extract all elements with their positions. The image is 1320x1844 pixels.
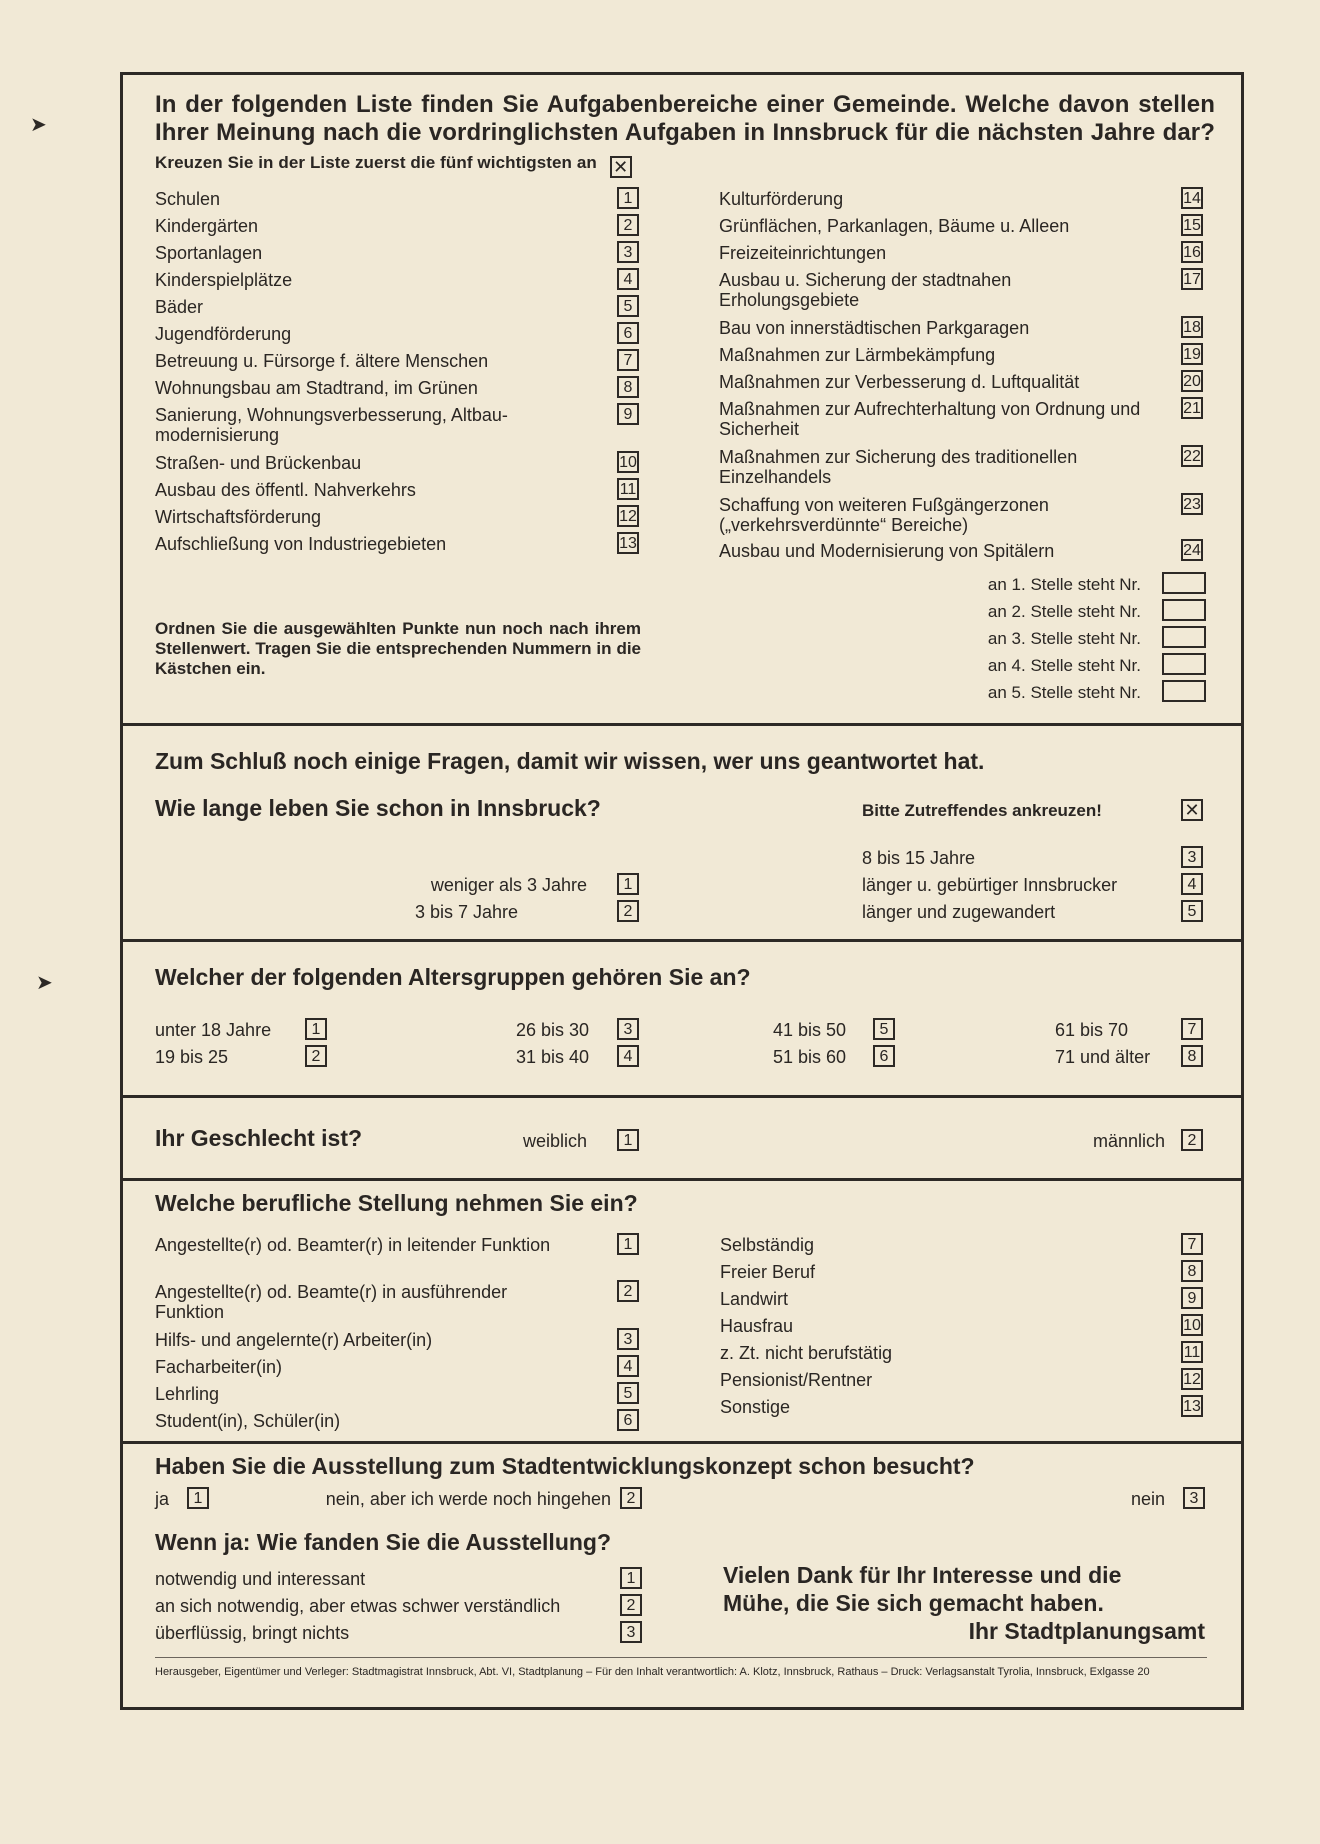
checkbox[interactable]: 24 — [1181, 539, 1203, 561]
list-item: Grünflächen, Parkanlagen, Bäume u. Alleen — [719, 216, 1070, 236]
checkbox[interactable]: 5 — [873, 1018, 895, 1040]
checkbox-example-icon — [610, 156, 632, 178]
divider — [123, 1178, 1241, 1181]
section-priorities — [123, 75, 1241, 725]
checkbox[interactable]: 12 — [617, 505, 639, 527]
list-item: Ausbau des öffentl. Nahverkehrs — [155, 480, 416, 500]
checkbox[interactable]: 3 — [1181, 846, 1203, 868]
margin-arrow-icon: ➤ — [30, 114, 47, 136]
rating-option: überflüssig, bringt nichts — [155, 1623, 350, 1643]
age-question: Welcher der folgenden Altersgruppen gehören Sie an? — [155, 964, 751, 990]
checkbox[interactable]: 11 — [617, 478, 639, 500]
exhibition-option: ja — [155, 1489, 170, 1509]
divider — [123, 939, 1241, 942]
residence-option: weniger als 3 Jahre — [430, 875, 587, 895]
checkbox[interactable]: 5 — [1181, 900, 1203, 922]
checkbox[interactable]: 8 — [1181, 1045, 1203, 1067]
residence-option: länger u. gebürtiger Innsbrucker — [862, 875, 1118, 895]
rank-input[interactable] — [1162, 680, 1206, 702]
checkbox[interactable]: 9 — [617, 403, 639, 425]
age-option: 71 und älter — [1055, 1047, 1151, 1067]
age-option: 51 bis 60 — [773, 1047, 847, 1067]
list-item: Betreuung u. Fürsorge f. ältere Menschen — [155, 351, 489, 371]
residence-option: 3 bis 7 Jahre — [415, 902, 519, 922]
checkbox[interactable]: 1 — [187, 1487, 209, 1509]
list-item: Schulen — [155, 189, 221, 209]
checkbox[interactable]: 6 — [873, 1045, 895, 1067]
gender-question: Ihr Geschlecht ist? — [155, 1125, 363, 1151]
checkbox[interactable]: 13 — [1181, 1395, 1203, 1417]
thanks-line: Mühe, die Sie sich gemacht haben. — [723, 1590, 1104, 1616]
checkbox[interactable]: 3 — [617, 1018, 639, 1040]
rank-label: an 2. Stelle steht Nr. — [987, 602, 1141, 621]
list-item: Kulturförderung — [719, 189, 844, 209]
checkbox[interactable]: 9 — [1181, 1287, 1203, 1309]
age-option: unter 18 Jahre — [155, 1020, 272, 1040]
occupation-option: Angestellte(r) od. Beamter(r) in leitender Funktion — [155, 1235, 551, 1255]
margin-arrow-icon: ➤ — [36, 972, 53, 994]
checkbox[interactable]: 13 — [617, 532, 639, 554]
residence-option: länger und zugewandert — [862, 902, 1056, 922]
checkbox[interactable]: 3 — [617, 241, 639, 263]
checkbox[interactable]: 15 — [1181, 214, 1203, 236]
checkbox[interactable]: 8 — [617, 376, 639, 398]
list-item: Jugendförderung — [155, 324, 292, 344]
list-item: Wirtschaftsförderung — [155, 507, 322, 527]
checkbox[interactable]: 20 — [1181, 370, 1203, 392]
occupation-question: Welche berufliche Stellung nehmen Sie ein? — [155, 1190, 638, 1216]
checkbox[interactable]: 4 — [617, 268, 639, 290]
rank-label: an 4. Stelle steht Nr. — [987, 656, 1141, 675]
checkbox[interactable]: 2 — [305, 1045, 327, 1067]
checkbox[interactable]: 3 — [620, 1621, 642, 1643]
priorities-instruction: Kreuzen Sie in der Liste zuerst die fünf wichtigsten an — [155, 153, 597, 172]
checkbox[interactable]: 3 — [1183, 1487, 1205, 1509]
rank-label: an 3. Stelle steht Nr. — [987, 629, 1141, 648]
checkbox[interactable]: 1 — [620, 1567, 642, 1589]
checkbox[interactable]: 5 — [617, 295, 639, 317]
footer-rule — [155, 1657, 1207, 1658]
closing-intro: Zum Schluß noch einige Fragen, damit wir wissen, wer uns geantwortet hat. — [155, 748, 985, 774]
rank-label: an 5. Stelle steht Nr. — [987, 683, 1141, 702]
thanks-line: Vielen Dank für Ihr Interesse und die — [723, 1562, 1122, 1588]
checkbox[interactable]: 2 — [617, 214, 639, 236]
rank-input[interactable] — [1162, 626, 1206, 648]
age-option: 19 bis 25 — [155, 1047, 229, 1067]
checkbox[interactable]: 16 — [1181, 241, 1203, 263]
list-item: Kindergärten — [155, 216, 259, 236]
occupation-option: Sonstige — [720, 1397, 791, 1417]
exhibition-question: Haben Sie die Ausstellung zum Stadtentwicklungskonzept schon besucht? — [155, 1453, 975, 1479]
occupation-option: Lehrling — [155, 1384, 220, 1404]
questionnaire-form — [120, 72, 1244, 1710]
checkbox[interactable]: 8 — [1181, 1260, 1203, 1282]
list-item: Freizeiteinrichtungen — [719, 243, 887, 263]
list-item: Maßnahmen zur Verbesserung d. Luftqualität — [719, 372, 1080, 392]
checkbox[interactable]: 18 — [1181, 316, 1203, 338]
checkbox[interactable]: 2 — [617, 1280, 639, 1302]
checkbox[interactable]: 1 — [617, 187, 639, 209]
checkbox[interactable]: 6 — [617, 322, 639, 344]
age-option: 61 bis 70 — [1055, 1020, 1129, 1040]
checkbox[interactable]: 22 — [1181, 445, 1203, 467]
occupation-option: Selbständig — [720, 1235, 815, 1255]
rank-input[interactable] — [1162, 572, 1206, 594]
gender-option: weiblich — [522, 1131, 587, 1151]
age-option: 41 bis 50 — [773, 1020, 847, 1040]
list-item: Maßnahmen zur Sicherung des traditionellen Einzelhandels — [719, 447, 1078, 487]
checkbox[interactable]: 14 — [1181, 187, 1203, 209]
list-item: Schaffung von weiteren Fußgängerzonen („verkehrsverdünnte“ Bereiche) — [719, 495, 1049, 535]
imprint-footer: Herausgeber, Eigentümer und Verleger: Stadtmagistrat Innsbruck, Abt. VI, Stadtplanung – Für den Inhalt verantwortlich: A. Klotz, Innsbruck, Rathaus – Druck: Verlagsanstalt Tyrolia, Innsbruck, Exlgasse 20 — [155, 1666, 1150, 1678]
exhibition-option: nein, aber ich werde noch hingehen — [325, 1489, 611, 1509]
checkbox[interactable]: 7 — [1181, 1018, 1203, 1040]
occupation-option: Pensionist/Rentner — [720, 1370, 873, 1390]
residence-question: Wie lange leben Sie schon in Innsbruck? — [155, 795, 601, 821]
residence-option: 8 bis 15 Jahre — [862, 848, 976, 868]
gender-option: männlich — [1092, 1131, 1165, 1151]
occupation-option: Student(in), Schüler(in) — [155, 1411, 341, 1431]
checkbox[interactable]: 2 — [1181, 1129, 1203, 1151]
checkbox[interactable]: 17 — [1181, 268, 1203, 290]
checkbox[interactable]: 11 — [1181, 1341, 1203, 1363]
occupation-option: z. Zt. nicht berufstätig — [720, 1343, 893, 1363]
priorities-question: In der folgenden Liste finden Sie Aufgabenbereiche einer Gemeinde. Welche davon stellen Ihrer Meinung nach die vordringlichsten Aufgaben in Innsbruck für die nächsten Jahre dar? Kreuzen Sie in der Liste zuerst die fünf wichtigsten an ✕ — [155, 91, 1215, 177]
checkbox[interactable]: 4 — [617, 1355, 639, 1377]
checkbox[interactable]: 23 — [1181, 493, 1203, 515]
checkbox[interactable]: 7 — [1181, 1233, 1203, 1255]
checkbox[interactable]: 4 — [1181, 873, 1203, 895]
checkbox[interactable]: 2 — [617, 900, 639, 922]
list-item: Aufschließung von Industriegebieten — [155, 534, 447, 554]
divider — [123, 1095, 1241, 1098]
checkbox[interactable]: 1 — [617, 873, 639, 895]
rank-input[interactable] — [1162, 653, 1206, 675]
thanks-signature: Ihr Stadtplanungsamt — [968, 1618, 1205, 1644]
checkbox[interactable]: 3 — [617, 1328, 639, 1350]
rank-label: an 1. Stelle steht Nr. — [987, 575, 1141, 594]
list-item: Maßnahmen zur Aufrechterhaltung von Ordnung und Sicherheit — [719, 399, 1141, 439]
age-option: 26 bis 30 — [516, 1020, 590, 1040]
list-item: Sanierung, Wohnungsverbesserung, Altbau-modernisierung — [155, 405, 508, 445]
exhibition-option: nein — [1130, 1489, 1165, 1509]
checkbox[interactable]: 12 — [1181, 1368, 1203, 1390]
checkbox[interactable]: 1 — [617, 1129, 639, 1151]
occupation-option: Freier Beruf — [720, 1262, 816, 1282]
list-item: Ausbau u. Sicherung der stadtnahen Erholungsgebiete — [719, 270, 1012, 310]
checkbox[interactable]: 2 — [620, 1594, 642, 1616]
checkbox[interactable]: 10 — [617, 451, 639, 473]
divider — [123, 723, 1241, 726]
list-item: Bäder — [155, 297, 204, 317]
list-item: Ausbau und Modernisierung von Spitälern — [719, 541, 1055, 561]
list-item: Straßen- und Brückenbau — [155, 453, 362, 473]
checkbox[interactable]: 6 — [617, 1409, 639, 1431]
residence-hint: Bitte Zutreffendes ankreuzen! — [862, 801, 1102, 820]
occupation-option: Facharbeiter(in) — [155, 1357, 283, 1377]
list-item: Bau von innerstädtischen Parkgaragen — [719, 318, 1030, 338]
checkbox[interactable]: 1 — [305, 1018, 327, 1040]
occupation-option: Landwirt — [720, 1289, 789, 1309]
exhibition-followup: Wenn ja: Wie fanden Sie die Ausstellung? — [155, 1529, 612, 1555]
list-item: Maßnahmen zur Lärmbekämpfung — [719, 345, 996, 365]
occupation-option: Angestellte(r) od. Beamte(r) in ausführender Funktion — [155, 1282, 508, 1322]
occupation-option: Hilfs- und angelernte(r) Arbeiter(in) — [155, 1330, 433, 1350]
divider — [123, 1441, 1241, 1444]
rating-option: notwendig und interessant — [155, 1569, 366, 1589]
checkbox[interactable]: 1 — [617, 1233, 639, 1255]
ranking-instruction: Ordnen Sie die ausgewählten Punkte nun noch nach ihrem Stellenwert. Tragen Sie die entsprechenden Nummern in die Kästchen ein. — [155, 619, 641, 678]
checkbox[interactable]: 19 — [1181, 343, 1203, 365]
rating-option: an sich notwendig, aber etwas schwer verständlich — [155, 1596, 561, 1616]
list-item: Wohnungsbau am Stadtrand, im Grünen — [155, 378, 478, 398]
rank-input[interactable] — [1162, 599, 1206, 621]
checkbox[interactable]: 4 — [617, 1045, 639, 1067]
list-item: Kinderspielplätze — [155, 270, 293, 290]
list-item: Sportanlagen — [155, 243, 263, 263]
checkbox-example-icon — [1181, 799, 1203, 821]
checkbox[interactable]: 10 — [1181, 1314, 1203, 1336]
age-option: 31 bis 40 — [516, 1047, 590, 1067]
checkbox[interactable]: 5 — [617, 1382, 639, 1404]
occupation-option: Hausfrau — [720, 1316, 794, 1336]
checkbox[interactable]: 21 — [1181, 397, 1203, 419]
checkbox[interactable]: 2 — [620, 1487, 642, 1509]
checkbox[interactable]: 7 — [617, 349, 639, 371]
